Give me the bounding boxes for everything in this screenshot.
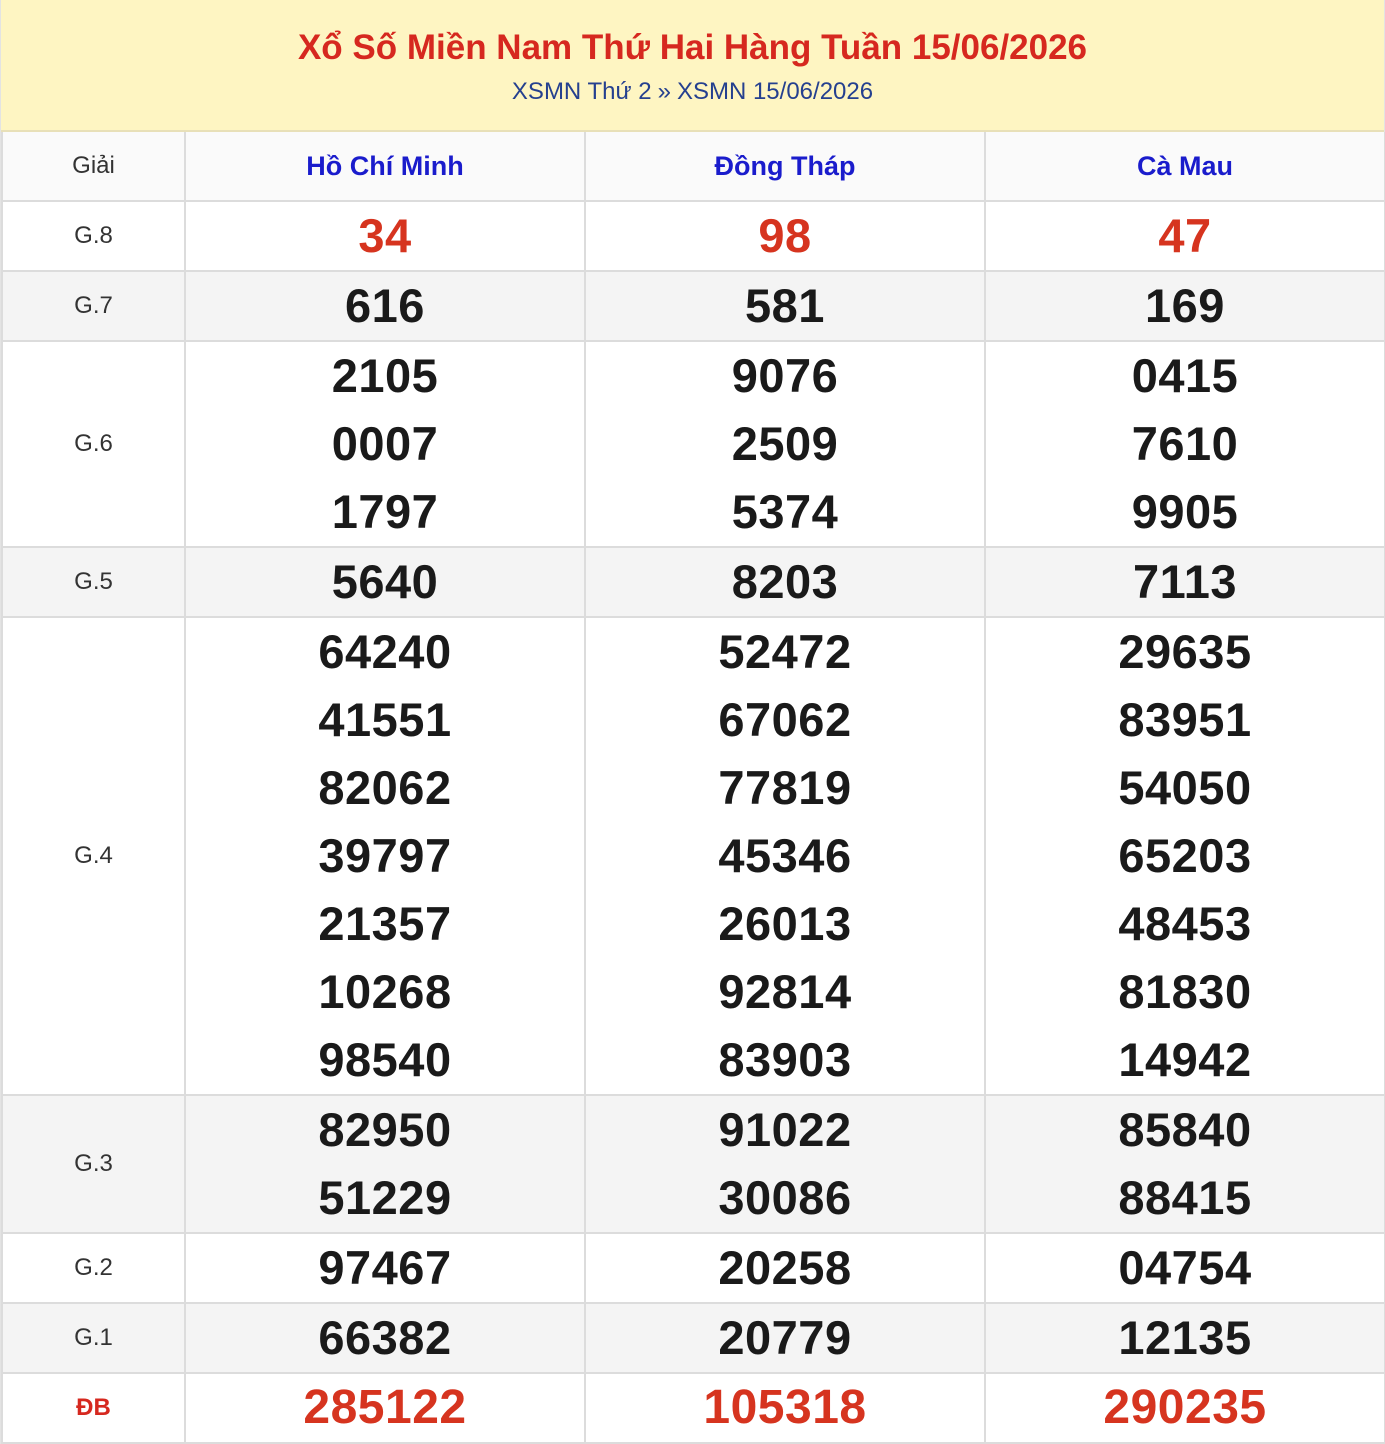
table-row — [2, 1373, 1385, 1443]
page-title: Xổ Số Miền Nam Thứ Hai Hàng Tuần 15/06/2026 — [297, 28, 1088, 67]
prize-number: 83903 — [718, 1033, 852, 1086]
result-cell — [185, 1373, 585, 1443]
prize-number: 98540 — [318, 1033, 452, 1086]
prize-number: 2509 — [731, 417, 839, 470]
result-cell — [985, 547, 1385, 617]
prize-number: 64240 — [318, 625, 452, 678]
table-row — [2, 617, 1385, 1095]
result-cell — [585, 617, 985, 1095]
result-cell — [185, 341, 585, 547]
prize-number: 83951 — [1118, 693, 1252, 746]
prize-number: 0007 — [331, 417, 439, 470]
prize-number: 88415 — [1118, 1171, 1252, 1224]
prize-label: G.3 — [2, 1095, 185, 1233]
result-cell — [585, 201, 985, 271]
result-cell — [185, 547, 585, 617]
prize-number: 581 — [745, 279, 825, 332]
prize-label: G.1 — [2, 1303, 185, 1373]
prize-label: G.6 — [2, 341, 185, 547]
prize-number: 20779 — [718, 1311, 852, 1364]
prize-number: 14942 — [1118, 1033, 1252, 1086]
prize-number: 10268 — [318, 965, 452, 1018]
table-row — [2, 1303, 1385, 1373]
prize-number: 82950 — [318, 1103, 452, 1156]
prize-number: 92814 — [718, 965, 852, 1018]
prize-number: 51229 — [318, 1171, 452, 1224]
result-cell — [585, 271, 985, 341]
table-row — [2, 1233, 1385, 1303]
prize-number: 169 — [1145, 279, 1225, 332]
prize-number: 82062 — [318, 761, 452, 814]
prize-number: 45346 — [718, 829, 852, 882]
breadcrumb-link-weekday[interactable]: XSMN Thứ 2 — [511, 78, 652, 105]
prize-number: 34 — [358, 209, 412, 262]
table-row — [2, 341, 1385, 547]
table-header-row — [2, 132, 1385, 201]
result-cell — [985, 1303, 1385, 1373]
prize-number: 12135 — [1118, 1311, 1252, 1364]
prize-number: 30086 — [718, 1171, 852, 1224]
result-cell — [185, 617, 585, 1095]
breadcrumb-separator: » — [657, 78, 671, 105]
result-cell — [585, 1303, 985, 1373]
prize-number: 2105 — [331, 349, 439, 402]
prize-number: 9905 — [1131, 485, 1239, 538]
special-prize-number: 105318 — [703, 1381, 867, 1434]
result-cell — [985, 201, 1385, 271]
result-cell — [185, 201, 585, 271]
prize-number: 91022 — [718, 1103, 852, 1156]
results-table — [1, 132, 1385, 1444]
prize-label: G.8 — [2, 201, 185, 271]
prize-number: 98 — [758, 209, 812, 262]
result-cell — [185, 271, 585, 341]
result-cell — [985, 341, 1385, 547]
prize-number: 0415 — [1131, 349, 1239, 402]
table-row — [2, 201, 1385, 271]
prize-label: ĐB — [2, 1373, 185, 1443]
prize-number: 85840 — [1118, 1103, 1252, 1156]
result-cell — [185, 1303, 585, 1373]
prize-label: G.7 — [2, 271, 185, 341]
prize-number: 65203 — [1118, 829, 1252, 882]
prize-number: 5640 — [331, 555, 439, 608]
prize-number: 5374 — [731, 485, 839, 538]
prize-number: 20258 — [718, 1241, 852, 1294]
prize-number: 29635 — [1118, 625, 1252, 678]
table-row — [2, 271, 1385, 341]
prize-number: 47 — [1158, 209, 1212, 262]
result-cell — [185, 1095, 585, 1233]
prize-number: 66382 — [318, 1311, 452, 1364]
breadcrumb — [1, 78, 1384, 106]
breadcrumb-link-date[interactable]: XSMN 15/06/2026 — [676, 78, 874, 105]
prize-number: 7113 — [1133, 555, 1237, 608]
province-header-ho-chi-minh[interactable]: Hồ Chí Minh — [185, 132, 585, 201]
province-header-dong-thap[interactable]: Đồng Tháp — [585, 132, 985, 201]
special-prize-number: 290235 — [1103, 1381, 1267, 1434]
prize-label: G.2 — [2, 1233, 185, 1303]
result-cell — [985, 1373, 1385, 1443]
result-cell — [585, 1233, 985, 1303]
result-cell — [985, 617, 1385, 1095]
prize-number: 04754 — [1118, 1241, 1252, 1294]
province-header-ca-mau[interactable]: Cà Mau — [985, 132, 1385, 201]
prize-number: 1797 — [331, 485, 439, 538]
prize-number: 54050 — [1118, 761, 1252, 814]
prize-label: G.4 — [2, 617, 185, 1095]
result-cell — [585, 1373, 985, 1443]
prize-number: 8203 — [731, 555, 839, 608]
prize-number: 52472 — [718, 625, 852, 678]
prize-number: 39797 — [318, 829, 452, 882]
prize-number: 9076 — [731, 349, 839, 402]
result-header — [1, 0, 1384, 132]
special-prize-number: 285122 — [303, 1381, 467, 1434]
prize-number: 41551 — [318, 693, 452, 746]
prize-number: 7610 — [1131, 417, 1239, 470]
table-row — [2, 1095, 1385, 1233]
prize-number: 616 — [345, 279, 425, 332]
result-cell — [985, 1095, 1385, 1233]
result-cell — [185, 1233, 585, 1303]
prize-number: 77819 — [718, 761, 852, 814]
prize-number: 26013 — [718, 897, 852, 950]
prize-number: 48453 — [1118, 897, 1252, 950]
result-cell — [585, 341, 985, 547]
prize-number: 67062 — [718, 693, 852, 746]
prize-number: 21357 — [318, 897, 452, 950]
result-cell — [585, 547, 985, 617]
prize-number: 97467 — [318, 1241, 452, 1294]
result-cell — [985, 1233, 1385, 1303]
result-cell — [985, 271, 1385, 341]
prize-label: G.5 — [2, 547, 185, 617]
result-cell — [585, 1095, 985, 1233]
table-row — [2, 547, 1385, 617]
prize-column-header: Giải — [2, 132, 185, 201]
prize-number: 81830 — [1118, 965, 1252, 1018]
